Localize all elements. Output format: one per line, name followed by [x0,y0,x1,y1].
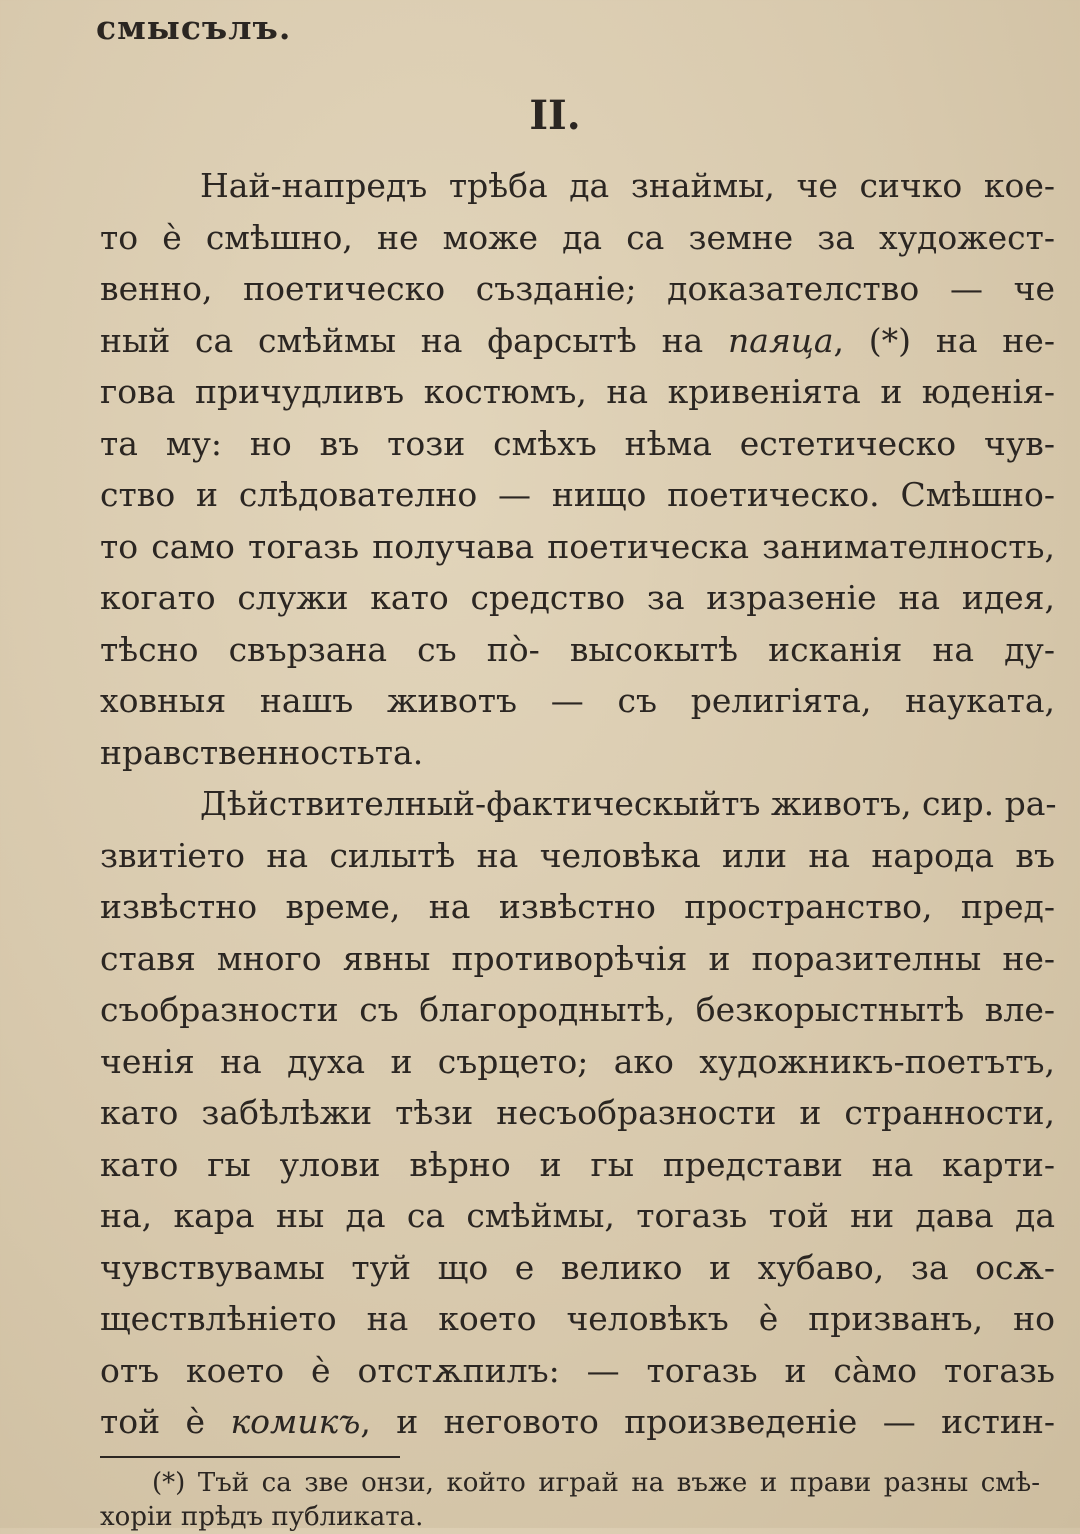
text-line: Най-напредъ трѣба да знаймы, че сичко кое- [200,166,1055,205]
text-line: ство и слѣдователно — нищо поетическо. Смѣшно- [100,475,1055,514]
text-line: тѣсно свързана съ пò- высокытѣ исканія на ду- [100,629,1055,669]
text-line: на, кара ны да са смѣймы, тогазь той ни дава да [100,1196,1055,1235]
text-line: Дѣйствителный-фактическыйтъ животъ, сир. ра- [200,784,1057,823]
emphasis-word: паяца [728,320,834,360]
paragraph-2 [100,778,1055,1448]
text-line: звитіето на силытѣ на человѣка или на народа въ [100,835,1055,875]
text-line: извѣстно време, на извѣстно пространство, пред- [100,887,1055,926]
text-line [100,315,1055,367]
text-line-tail: , (*) на не- [833,320,1055,360]
text-line: то само тогазь получава поетическа занимателность, [100,526,1055,566]
text-line-head: той ѐ [100,1402,231,1441]
text-line: като забѣлѣжи тѣзи несъобразности и странности, [100,1093,1055,1132]
section-number: II. [529,92,581,139]
emphasis-word: комикъ [230,1402,361,1441]
text-line: когато служи като средство за изразеніе на идея, [100,578,1055,617]
text-line: то ѐ смѣшно, не може да са земне за художест- [100,217,1055,257]
text-line: ченія на духа и сърцето; ако художникъ-поетътъ, [100,1041,1055,1081]
text-line: чувствувамы туй що е велико и хубаво, за осѫ- [100,1247,1055,1287]
text-line: гова причудливъ костюмъ, на кривеніята и юденія- [100,372,1055,411]
text-line: та му: но въ този смѣхъ нѣма естетическо чув- [100,423,1055,463]
text-line: като гы улови вѣрно и гы представи на карти- [100,1144,1055,1184]
text-line: нравственностьта. [100,732,424,772]
text-line: съобразности съ благороднытѣ, безкорыстнытѣ вле- [100,990,1055,1029]
carry-over-word: смысълъ. [96,8,292,47]
text-line [100,1396,1055,1448]
footnote-line: хоріи прѣдъ публиката. [100,1502,424,1532]
footnote-line: (*) Тъй са зве онзи, който играй на въже и прави разны смѣ- [152,1468,1040,1498]
paragraph-1 [100,160,1055,778]
text-line-tail: , и неговото произведеніе — истин- [360,1402,1055,1441]
text-line-head: ный са смѣймы на фарсытѣ на [100,320,729,360]
text-line: отъ което ѐ отстѫпилъ: — тогазь и сàмо тогазь [100,1350,1055,1390]
text-line: ховныя нашъ животъ — съ религіята, науката, [100,681,1055,720]
text-line: венно, поетическо създаніе; доказателство — че [100,269,1055,308]
body-text [100,160,1055,1448]
text-line: ставя много явны противорѣчія и поразителны не- [100,938,1055,978]
footnote [100,1466,1040,1534]
text-line: ществлѣніето на което человѣкъ ѐ призванъ, но [100,1299,1055,1338]
footnote-divider [100,1456,400,1458]
